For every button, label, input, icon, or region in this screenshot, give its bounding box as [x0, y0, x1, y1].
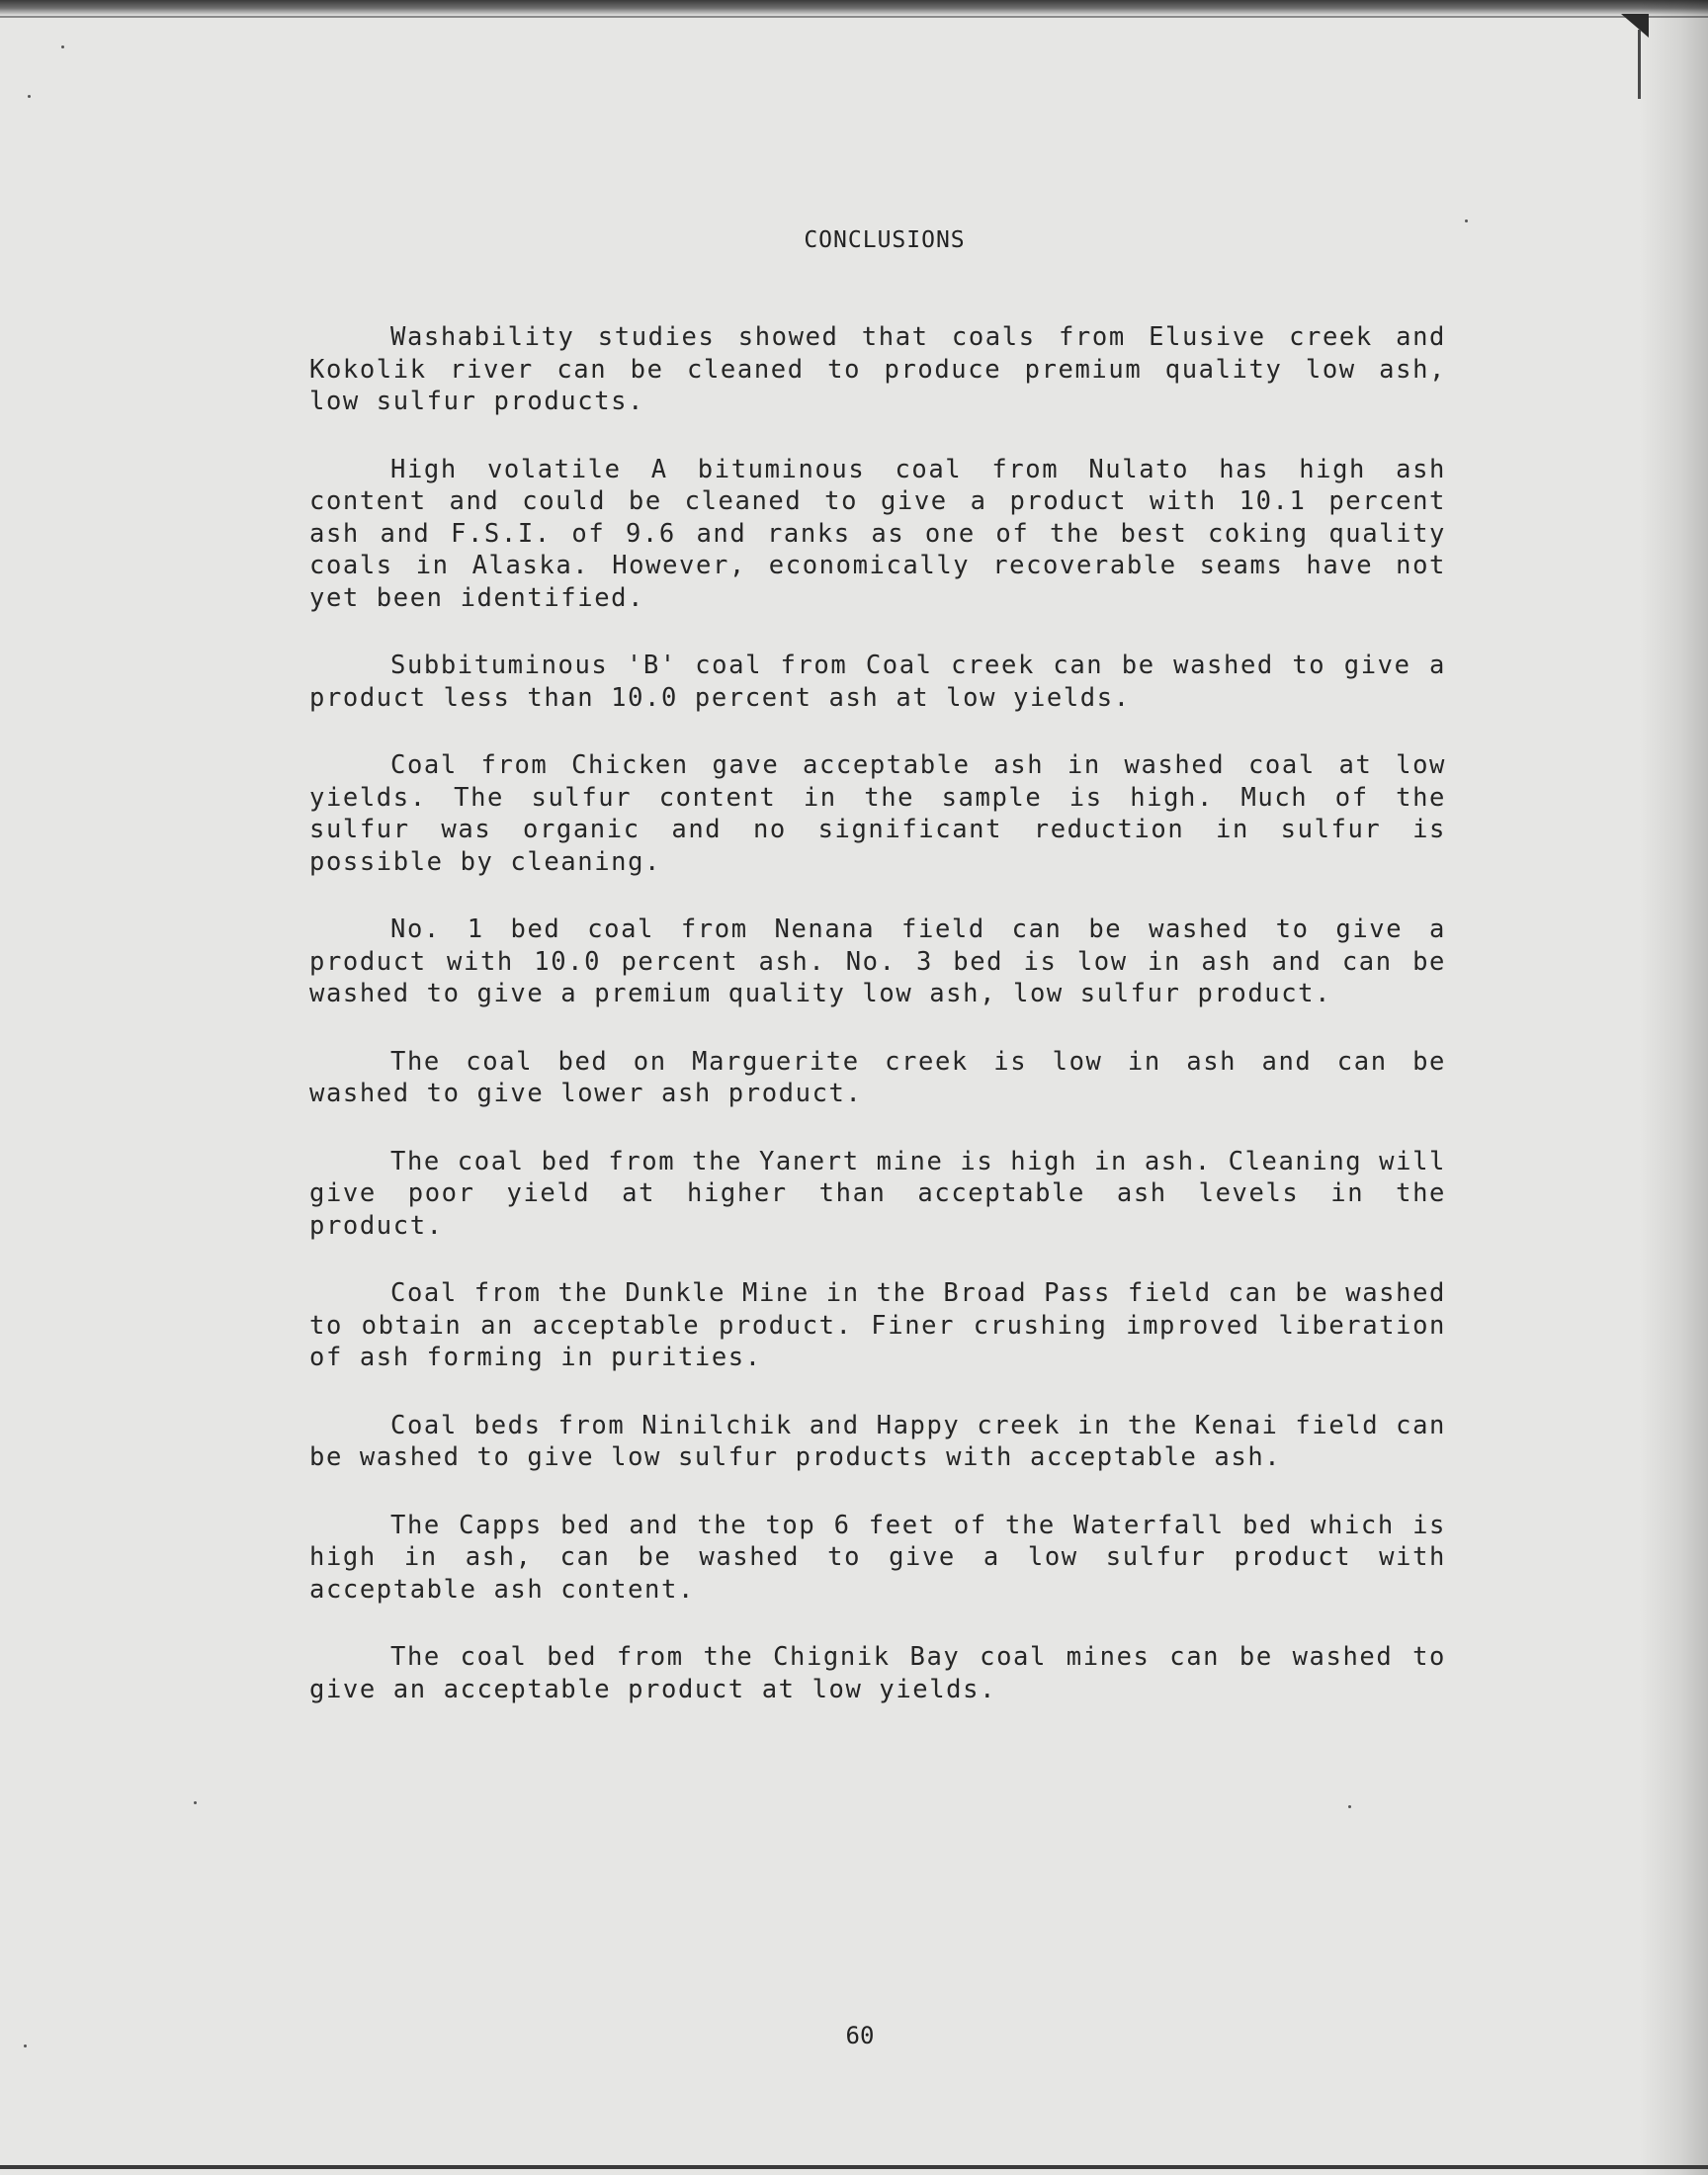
scan-speck [1465, 219, 1468, 222]
paragraph-kenai: Coal beds from Ninilchik and Happy creek in the Kenai field can be washed to give low sulfur products with acceptable ash. [309, 1410, 1446, 1472]
paragraph-marguerite: The coal bed on Marguerite creek is low in ash and can be washed to give lower ash product. [309, 1046, 1446, 1108]
scan-top-line [0, 16, 1708, 18]
scan-top-edge [0, 0, 1708, 16]
paragraph-dunkle: Coal from the Dunkle Mine in the Broad Pass field can be washed to obtain an acceptable product. Finer crushing improved liberation of ash forming in purities. [309, 1278, 1446, 1372]
scan-speck [24, 2044, 27, 2047]
document-body [309, 321, 1446, 1741]
paragraph-elusive-kokolik: Washability studies showed that coals from Elusive creek and Kokolik river can be cleaned to produce premium quality low ash, low sulfur products. [309, 322, 1446, 416]
page-corner-line [1638, 30, 1641, 99]
scan-right-shadow [1639, 0, 1708, 2175]
page-corner-curl [1621, 14, 1649, 38]
paragraph-coal-creek: Subbituminous 'B' coal from Coal creek can be washed to give a product less than 10.0 percent ash at low yields. [309, 651, 1446, 713]
paragraph-nulato: High volatile A bituminous coal from Nulato has high ash content and could be cleaned to give a product with 10.1 percent ash and F.S.I. of 9.6 and ranks as one of the best coking quality coals in Alaska. However, economically recoverable seams have not yet been identified. [309, 454, 1446, 613]
page-number: 60 [845, 2022, 875, 2049]
scan-speck [194, 1801, 197, 1804]
paragraph-chignik: The coal bed from the Chignik Bay coal mines can be washed to give an acceptable product at low yields. [309, 1642, 1446, 1704]
scan-speck [28, 95, 31, 98]
page-title: CONCLUSIONS [804, 227, 966, 253]
paragraph-chicken: Coal from Chicken gave acceptable ash in washed coal at low yields. The sulfur content in the sample is high. Much of the sulfur was organic and no significant reduction in sulfur is possible by cleaning. [309, 750, 1446, 877]
scan-speck [61, 45, 64, 48]
paragraph-nenana: No. 1 bed coal from Nenana field can be washed to give a product with 10.0 percent ash. No. 3 bed is low in ash and can be washed to give a premium quality low ash, low sulfur product. [309, 914, 1446, 1008]
scan-bottom-edge [0, 2165, 1708, 2169]
paragraph-yanert: The coal bed from the Yanert mine is high in ash. Cleaning will give poor yield at higher than acceptable ash levels in the product. [309, 1146, 1446, 1241]
scan-speck [1348, 1805, 1351, 1808]
paragraph-capps-waterfall: The Capps bed and the top 6 feet of the Waterfall bed which is high in ash, can be washed to give a low sulfur product with acceptable ash content. [309, 1510, 1446, 1605]
